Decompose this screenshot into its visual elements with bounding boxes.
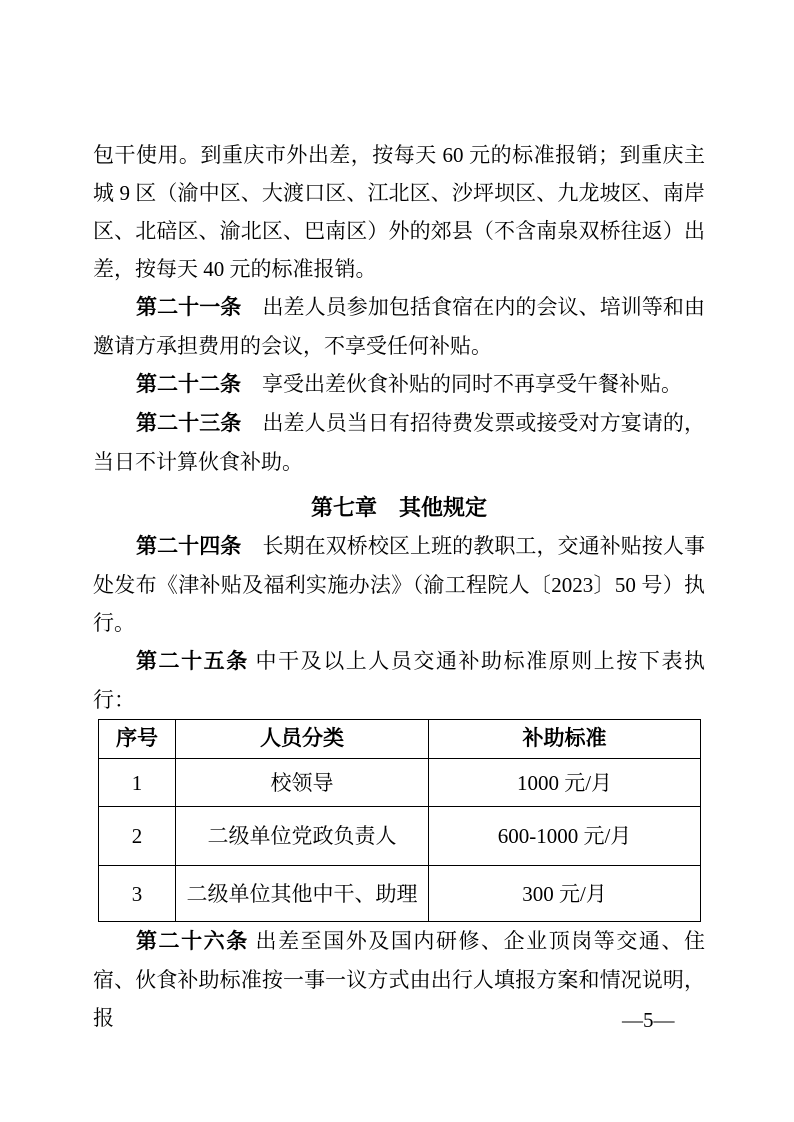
article-22-text: 享受出差伙食补贴的同时不再享受午餐补贴。	[241, 372, 682, 396]
table-cell-index: 3	[99, 866, 176, 922]
table-cell-category: 二级单位其他中干、助理	[176, 866, 429, 922]
article-24-number: 第二十四条	[136, 535, 242, 558]
page-number: —5—	[622, 1008, 675, 1032]
table-cell-standard: 600-1000 元/月	[429, 807, 701, 866]
table-header-category: 人员分类	[176, 720, 429, 759]
table-cell-category: 校领导	[176, 759, 429, 807]
table-cell-index: 1	[99, 759, 176, 807]
article-25-text: 中干及以上人员交通补助标准原则上按下表执行：	[93, 649, 705, 712]
article-21-text: 出差人员参加包括食宿在内的会议、培训等和由邀请方承担费用的会议，不享受任何补贴。	[93, 295, 706, 358]
article-23-number: 第二十三条	[136, 412, 242, 435]
table-row	[99, 759, 701, 807]
table-row	[99, 866, 701, 922]
table-cell-category: 二级单位党政负责人	[176, 807, 429, 866]
article-23	[93, 404, 705, 481]
article-22	[93, 365, 705, 404]
subsidy-standard-table	[98, 719, 701, 922]
article-21-number: 第二十一条	[136, 296, 242, 319]
table-header-row	[99, 720, 701, 759]
article-21	[93, 288, 705, 365]
article-22-number: 第二十二条	[136, 373, 241, 396]
article-25	[93, 642, 705, 719]
article-26-number: 第二十六条	[136, 930, 249, 953]
chapter-heading: 第七章 其他规定	[310, 495, 487, 520]
paragraph-continuation: 包干使用。到重庆市外出差，按每天 60 元的标准报销；到重庆主城 9 区（渝中区、大渡口区、江北区、沙坪坝区、九龙坡区、南岸区、北碚区、渝北区、巴南区）外的郊县（不含南泉双桥往返）出差，按每天 40 元的标准报销。	[93, 143, 705, 281]
table-header-index: 序号	[99, 720, 176, 759]
table-header-standard: 补助标准	[429, 720, 701, 759]
article-26	[93, 922, 705, 1037]
document-content	[93, 136, 705, 1037]
table-cell-standard: 300 元/月	[429, 866, 701, 922]
table-row	[99, 807, 701, 866]
article-23-text: 出差人员当日有招待费发票或接受对方宴请的，当日不计算伙食补助。	[93, 411, 706, 474]
table-cell-index: 2	[99, 807, 176, 866]
table-cell-standard: 1000 元/月	[429, 759, 701, 807]
article-24	[93, 527, 705, 642]
article-24-text: 长期在双桥校区上班的教职工，交通补贴按人事处发布《津补贴及福利实施办法》（渝工程院人〔2023〕50 号）执行。	[93, 534, 706, 635]
article-26-text: 出差至国外及国内研修、企业顶岗等交通、住宿、伙食补助标准按一事一议方式由出行人填报方案和情况说明，报	[93, 929, 705, 1030]
article-25-number: 第二十五条	[136, 650, 249, 673]
